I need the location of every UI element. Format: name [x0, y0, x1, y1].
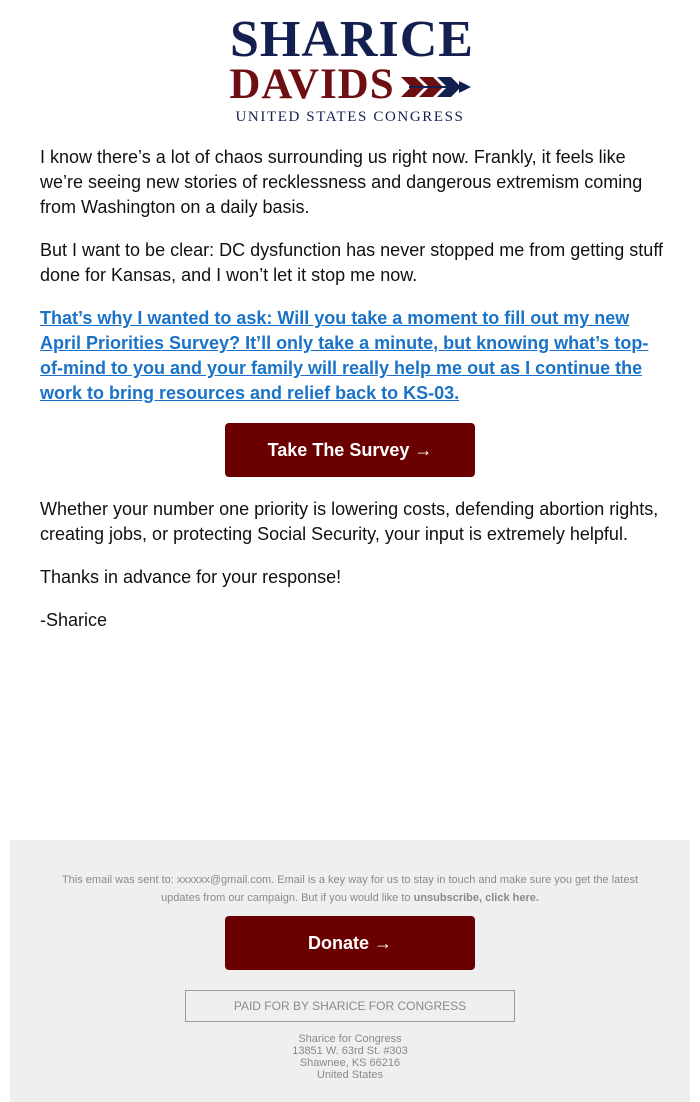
paragraph-intro: I know there’s a lot of chaos surrounding us right now. Frankly, it feels like we’re seeing new stories of recklessness and dangerous extremism coming from Washington on a daily basis.: [40, 147, 643, 217]
campaign-logo: [0, 11, 700, 126]
mailing-address: [10, 1033, 690, 1081]
footer-note: [50, 871, 650, 907]
survey-link[interactable]: That’s why I wanted to ask: Will you take a moment to fill out my new April Priorities Survey? It’ll only take a minute, but knowing what’s top-of-mind to you and your family will really help me out as I continue the work to bring resources and relief back to KS-03.: [40, 308, 649, 403]
address-line: Shawnee, KS 66216: [299, 1057, 401, 1069]
paid-for-disclaimer: PAID FOR BY SHARICE FOR CONGRESS: [185, 990, 515, 1022]
arrows-icon: [401, 75, 471, 99]
donate-button[interactable]: Donate →: [225, 916, 475, 970]
logo-first-name: SHARICE: [230, 11, 474, 68]
logo-last-name-row: [0, 61, 700, 108]
logo-last-name: DAVIDS: [229, 61, 395, 108]
address-line: United States: [316, 1069, 384, 1081]
signoff: -Sharice: [40, 610, 108, 630]
paragraph-commitment: But I want to be clear: DC dysfunction has never stopped me from getting stuff done for Kansas, and I won’t let it stop me now.: [40, 240, 663, 285]
email-body: [40, 145, 664, 651]
logo-subtitle: UNITED STATES CONGRESS: [235, 109, 465, 125]
take-survey-button[interactable]: Take The Survey →: [225, 423, 475, 477]
address-line: 13851 W. 63rd St. #303: [292, 1045, 408, 1057]
address-line: Sharice for Congress: [298, 1033, 402, 1045]
unsubscribe-link[interactable]: unsubscribe, click here.: [413, 892, 539, 904]
paragraph-priorities: Whether your number one priority is lowering costs, defending abortion rights, creating jobs, or protecting Social Security, your input is extremely helpful.: [40, 499, 659, 544]
email-footer: [10, 840, 690, 1102]
footer-note-text: This email was sent to: xxxxxx@gmail.com. Email is a key way for us to stay in touch and make sure you get the latest updates from our campaign. But if you would like to: [61, 874, 639, 904]
paragraph-thanks: Thanks in advance for your response!: [40, 567, 342, 587]
